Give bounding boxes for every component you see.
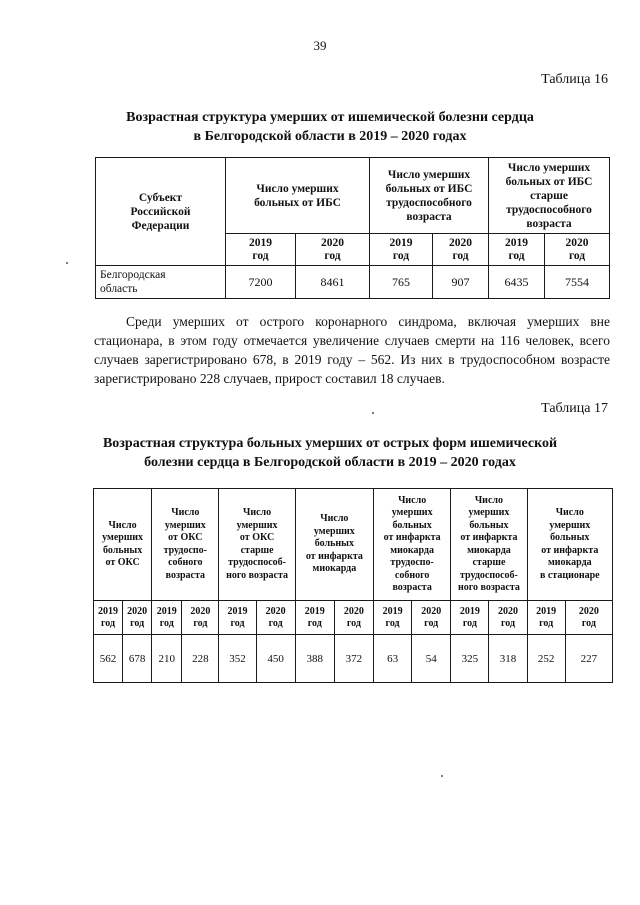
year-header: 2020 год — [256, 601, 295, 635]
value-cell: 450 — [256, 635, 295, 683]
table-17-caption: Таблица 17 — [541, 401, 608, 416]
year-header: 2020 год — [565, 601, 612, 635]
value-cell: 562 — [94, 635, 123, 683]
value-cell: 6435 — [489, 266, 545, 299]
table-row — [94, 635, 613, 683]
table-17-title-line-1: Возрастная структура больных умерших от острых форм ишемической — [102, 436, 558, 451]
year-header: 2020 год — [334, 601, 373, 635]
header-subject: Субъект Российской Федерации — [96, 158, 226, 266]
value-cell: 352 — [219, 635, 256, 683]
table-17-title-line-2: болезни сердца в Белгородской области в 2019 – 2020 годах — [144, 455, 516, 470]
value-cell: 228 — [182, 635, 219, 683]
value-cell: 8461 — [296, 266, 370, 299]
year-header: 2020 год — [182, 601, 219, 635]
year-header: 2020 год — [296, 234, 370, 266]
year-header: 2019 год — [152, 601, 182, 635]
year-header: 2019 год — [94, 601, 123, 635]
value-cell: 210 — [152, 635, 182, 683]
year-header: 2019 год — [370, 234, 433, 266]
page-number: 39 — [313, 38, 327, 53]
value-cell: 318 — [489, 635, 527, 683]
header-oks-deaths: Число умерших больных от ОКС — [94, 489, 152, 601]
header-mi-over-working-age: Число умерших больных от инфаркта миокарда старше трудоспособ- ного возраста — [451, 489, 527, 601]
value-cell: 7200 — [226, 266, 296, 299]
value-cell: 325 — [451, 635, 489, 683]
year-header: 2020 год — [545, 234, 610, 266]
row-label: Белгородская область — [96, 266, 226, 299]
year-header: 2019 год — [451, 601, 489, 635]
year-header: 2019 год — [489, 234, 545, 266]
year-header: 2019 год — [374, 601, 412, 635]
header-ibs-working-age: Число умерших больных от ИБС трудоспособного возраста — [370, 158, 489, 234]
value-cell: 765 — [370, 266, 433, 299]
header-ibs-deaths: Число умерших больных от ИБС — [226, 158, 370, 234]
header-mi-deaths: Число умерших больных от инфаркта миокарда — [295, 489, 373, 601]
table-16 — [95, 157, 610, 299]
scan-speck — [441, 775, 443, 777]
year-header: 2020 год — [489, 601, 527, 635]
value-cell: 63 — [374, 635, 412, 683]
year-header: 2020 год — [433, 234, 489, 266]
header-mi-working-age: Число умерших больных от инфаркта миокарда трудоспо- собного возраста — [374, 489, 451, 601]
header-oks-over-working-age: Число умерших от ОКС старше трудоспособ- ного возраста — [219, 489, 295, 601]
value-cell: 54 — [412, 635, 451, 683]
scan-speck — [66, 262, 68, 264]
table-16-title — [90, 108, 570, 146]
header-mi-in-hospital: Число умерших больных от инфаркта миокарда в стационаре — [527, 489, 612, 601]
table-16-title-line-2: в Белгородской области в 2019 – 2020 годах — [193, 129, 467, 144]
year-header: 2019 год — [219, 601, 256, 635]
table-row — [96, 266, 610, 299]
year-header: 2020 год — [412, 601, 451, 635]
table-16-caption: Таблица 16 — [541, 72, 608, 87]
value-cell: 907 — [433, 266, 489, 299]
scan-speck — [372, 412, 374, 414]
value-cell: 227 — [565, 635, 612, 683]
header-ibs-over-working-age: Число умерших больных от ИБС старше трудоспособного возраста — [489, 158, 610, 234]
table-17 — [93, 488, 613, 683]
value-cell: 7554 — [545, 266, 610, 299]
value-cell: 252 — [527, 635, 565, 683]
value-cell: 372 — [334, 635, 373, 683]
table-17-title — [90, 434, 570, 472]
year-header: 2020 год — [123, 601, 152, 635]
year-header: 2019 год — [295, 601, 334, 635]
value-cell: 678 — [123, 635, 152, 683]
value-cell: 388 — [295, 635, 334, 683]
table-16-title-line-1: Возрастная структура умерших от ишемической болезни сердца — [126, 110, 534, 125]
header-oks-working-age: Число умерших от ОКС трудоспо- собного возраста — [152, 489, 219, 601]
year-header: 2019 год — [527, 601, 565, 635]
year-header: 2019 год — [226, 234, 296, 266]
body-paragraph: Среди умерших от острого коронарного синдрома, включая умерших вне стационара, в этом году отмечается увеличение случаев смерти на 116 человек, всего случаев зарегистрировано 678, в 2019 году – 562. Из них в трудоспособном возрасте зарегистрировано 228 случаев, прирост составил 18 случаев. — [94, 314, 610, 386]
